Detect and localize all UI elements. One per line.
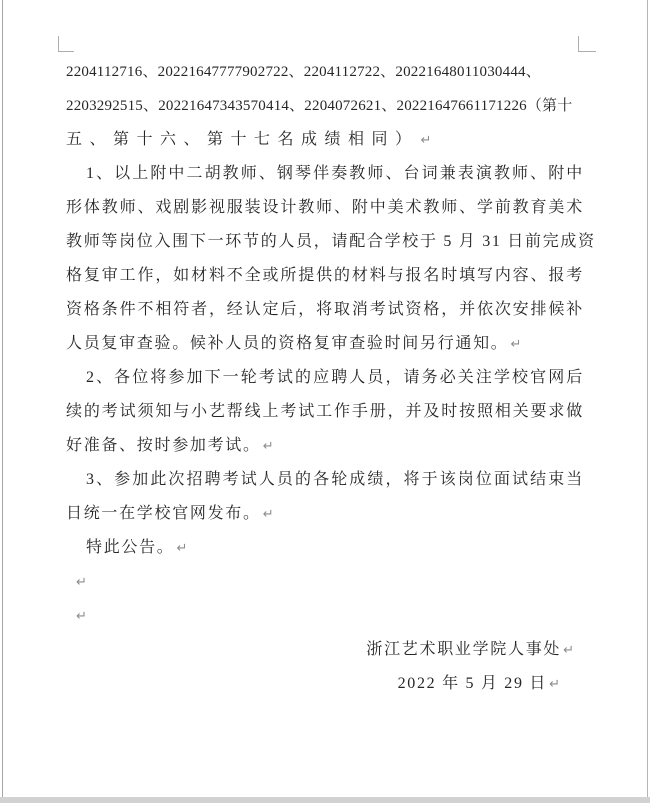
empty-line-2: [66, 599, 584, 633]
paragraph-mark: ↵: [176, 541, 188, 556]
paragraph-mark: ↵: [262, 439, 274, 454]
para-2-line-3: [66, 429, 584, 463]
signature-text: 浙江艺术职业学院人事处: [366, 641, 562, 658]
para-1-text: 格复审工作，如材料不全或所提供的材料与报名时填写内容、报考: [66, 267, 584, 284]
para-2-line-1: [66, 361, 584, 395]
date-line: [66, 667, 584, 701]
para-3-text: 日统一在学校官网发布。: [66, 505, 261, 522]
document-body: [66, 55, 596, 701]
para-1-text: 教师等岗位入围下一环节的人员，请配合学校于 5 月 31 日前完成资: [66, 233, 596, 250]
text-boundary-mark-top-left: [58, 36, 74, 52]
para-2-text: 好准备、按时参加考试。: [66, 437, 261, 454]
page-edge-left: [2, 0, 3, 797]
para-1-line-1: [66, 157, 584, 191]
paragraph-mark: ↵: [510, 337, 522, 352]
candidate-numbers-line-1: [66, 55, 584, 89]
para-2-line-2: [66, 395, 584, 429]
date-text: 2022 年 5 月 29 日: [397, 675, 548, 692]
empty-line-1: [66, 565, 584, 599]
paragraph-mark: ↵: [420, 133, 432, 148]
para-1-line-6: [66, 327, 584, 361]
paragraph-mark: ↵: [76, 575, 87, 590]
para-1-text: 资格条件不相符者，经认定后，将取消考试资格，并依次安排候补: [66, 301, 584, 318]
para-1-text: 形体教师、戏剧影视服装设计教师、附中美术教师、学前教育美术: [66, 199, 584, 216]
paragraph-mark: ↵: [262, 507, 274, 522]
candidate-numbers-text: 2204112716、20221647777902722、2204112722、20221648011030444、: [66, 64, 541, 80]
para-1-line-4: [66, 259, 584, 293]
signature-line: [66, 633, 584, 667]
para-1-text: 1、以上附中二胡教师、钢琴伴奏教师、台词兼表演教师、附中: [86, 165, 584, 182]
text-boundary-mark-top-right: [578, 36, 596, 52]
para-3-text: 3、参加此次招聘考试人员的各轮成绩，将于该岗位面试结束当: [86, 471, 584, 488]
para-1-text: 人员复审查验。候补人员的资格复审查验时间另行通知。: [66, 335, 509, 352]
paragraph-mark: ↵: [563, 643, 574, 658]
closing-line: [66, 531, 584, 565]
para-2-text: 续的考试须知与小艺帮线上考试工作手册，并及时按照相关要求做: [66, 403, 584, 420]
closing-text: 特此公告。: [86, 539, 175, 556]
para-2-text: 2、各位将参加下一轮考试的应聘人员，请务必关注学校官网后: [86, 369, 584, 386]
candidate-numbers-line-3: [66, 123, 584, 157]
para-1-line-2: [66, 191, 584, 225]
page-edge-bottom: [0, 797, 650, 803]
para-3-line-2: [66, 497, 584, 531]
para-1-line-5: [66, 293, 584, 327]
paragraph-mark: ↵: [76, 609, 87, 624]
candidate-numbers-line-2: [66, 89, 584, 123]
para-1-line-3: [66, 225, 596, 259]
para-3-line-1: [66, 463, 584, 497]
tie-note-text: 五、第十六、第十七名成绩相同）: [66, 131, 419, 148]
paragraph-mark: ↵: [549, 677, 560, 692]
page-edge-right: [647, 0, 648, 797]
candidate-numbers-text: 2203292515、20221647343570414、2204072621、20221647661171226（第十: [66, 98, 573, 114]
